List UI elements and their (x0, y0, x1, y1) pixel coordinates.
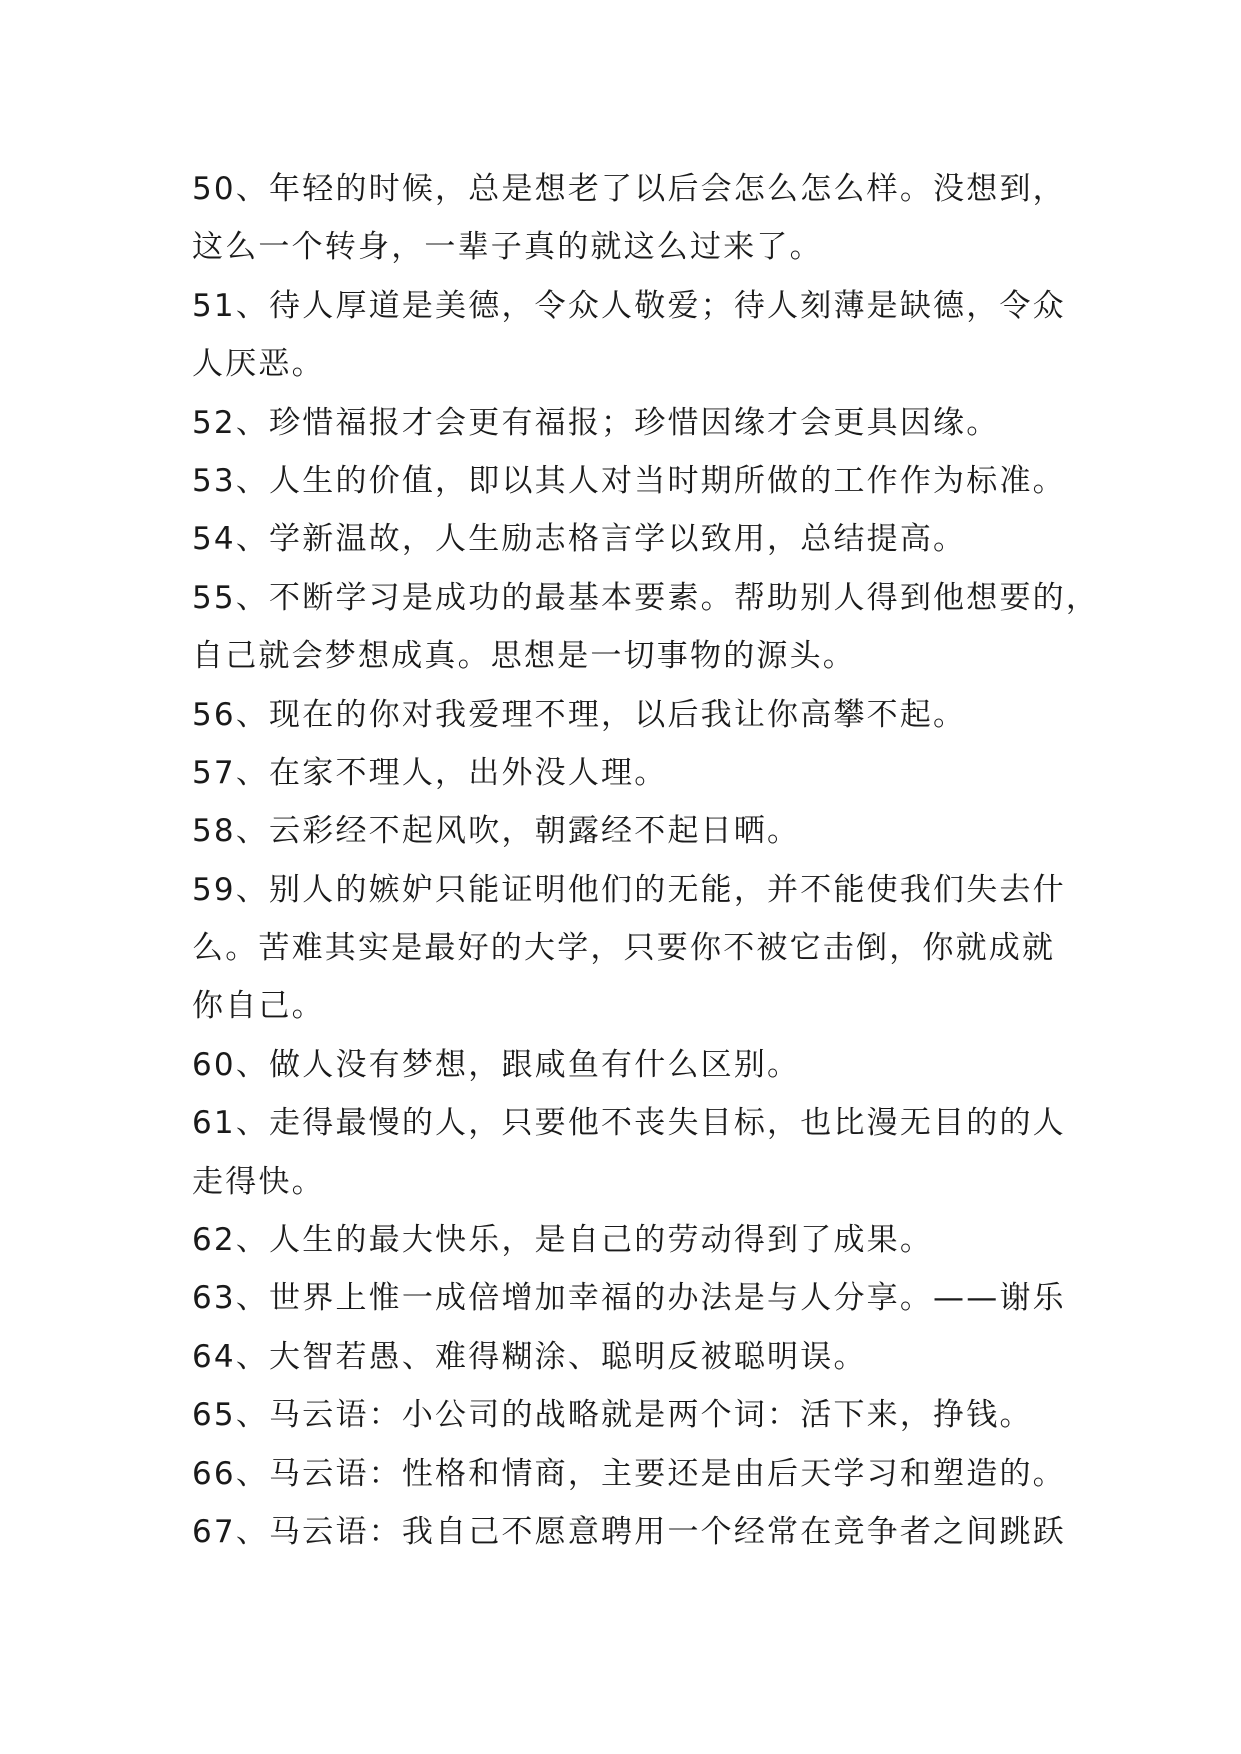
text-line: 52、珍惜福报才会更有福报；珍惜因缘才会更具因缘。 (192, 404, 1000, 441)
text-line: 54、学新温故，人生励志格言学以致用，总结提高。 (192, 521, 967, 558)
text-line: 50、年轻的时候，总是想老了以后会怎么怎么样。没想到， (192, 171, 1066, 207)
text-line: 66、马云语：性格和情商，主要还是由后天学习和塑造的。 (192, 1455, 1066, 1492)
text-line: 走得快。 (192, 1163, 325, 1200)
text-line: 55、不断学习是成功的最基本要素。帮助别人得到他想要的， (192, 579, 1100, 616)
text-line: 67、马云语：我自己不愿意聘用一个经常在竞争者之间跳跃 (192, 1513, 1066, 1550)
text-line: 62、人生的最大快乐，是自己的劳动得到了成果。 (192, 1222, 934, 1259)
text-line: 65、马云语：小公司的战略就是两个词：活下来，挣钱。 (192, 1397, 1033, 1434)
text-line: 60、做人没有梦想，跟咸鱼有什么区别。 (192, 1046, 801, 1083)
document-body (192, 160, 1100, 1561)
text-line: 人厌恶。 (192, 346, 325, 383)
text-line: 么。苦难其实是最好的大学，只要你不被它击倒，你就成就 (192, 930, 1056, 967)
text-line: 57、在家不理人，出外没人理。 (192, 754, 668, 791)
text-line: 自己就会梦想成真。思想是一切事物的源头。 (192, 638, 856, 675)
text-line: 59、别人的嫉妒只能证明他们的无能，并不能使我们失去什 (192, 871, 1066, 908)
text-line: 51、待人厚道是美德，令众人敬爱；待人刻薄是缺德，令众 (192, 287, 1066, 324)
text-line: 这么一个转身，一辈子真的就这么过来了。 (192, 229, 823, 266)
text-line: 61、走得最慢的人，只要他不丧失目标，也比漫无目的的人 (192, 1105, 1066, 1142)
text-line: 64、大智若愚、难得糊涂、聪明反被聪明误。 (192, 1338, 867, 1375)
text-line: 63、世界上惟一成倍增加幸福的办法是与人分享。——谢乐 (192, 1280, 1066, 1317)
text-line: 你自己。 (192, 988, 325, 1025)
text-line: 53、人生的价值，即以其人对当时期所做的工作作为标准。 (192, 462, 1066, 499)
text-line: 56、现在的你对我爱理不理，以后我让你高攀不起。 (192, 696, 967, 733)
text-line: 58、云彩经不起风吹，朝露经不起日晒。 (192, 813, 801, 850)
